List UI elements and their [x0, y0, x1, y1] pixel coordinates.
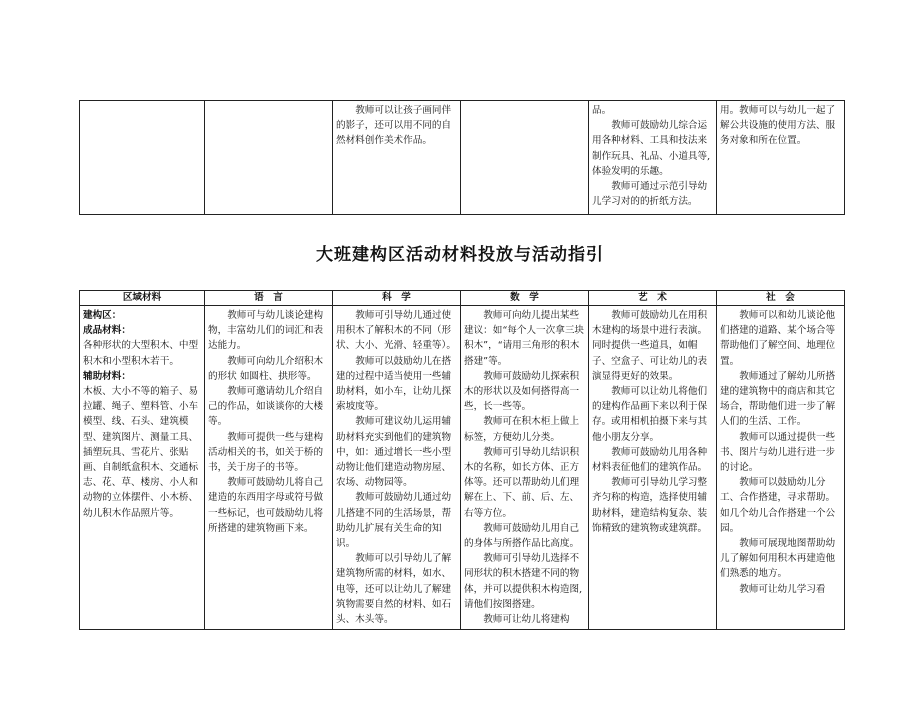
paragraph: 教师可以通过提供一些书、图片与幼儿进行进一步的讨论。	[720, 431, 836, 474]
paragraph: 教师可展现地图帮助幼儿了解如何用积木再建造他们熟悉的地方。	[720, 538, 836, 580]
main-materials-text: 各种形状的大型积木、中型积木和小型积木若干。	[83, 340, 199, 367]
main-materials-label: 成品材料：	[83, 325, 131, 337]
content-row	[80, 306, 845, 630]
cell-art	[589, 101, 717, 215]
paragraph: 教师可引导幼儿选择不同形状的积木搭建不同的物体，并可以提供积木构造图,请他们按图搭建。	[464, 553, 583, 610]
paragraph: 教师可通过示范引导幼儿学习对的的折纸方法。	[592, 181, 708, 208]
header-materials: 区域材料	[80, 291, 205, 306]
paragraph: 教师可以和幼儿谈论他们搭建的道路、某个场合等帮助他们了解空间、地理位置。	[720, 310, 836, 367]
header-row	[80, 291, 845, 306]
aux-materials-label: 辅助材料：	[83, 370, 131, 382]
paragraph: 教师可提供一些与建构活动相关的书，如关于桥的书，关于房子的书等。	[208, 431, 324, 474]
paragraph: 教师通过了解幼儿所搭建的建筑物中的商店和其它场合，帮助他们进一步了解人们的生活、工作。	[720, 370, 836, 428]
paragraph: 教师可以鼓励幼儿在搭建的过程中适当使用一些辅助材料，如小车，让幼儿探索坡度等。	[336, 355, 452, 413]
paragraph: 教师可让幼儿将建构	[483, 614, 570, 626]
page-title: 大班建构区活动材料投放与活动指引	[316, 245, 604, 265]
header-language: 语 言	[205, 291, 333, 306]
continued-table	[79, 100, 845, 215]
paragraph: 教师可向幼儿提出某些建议：如“每个人一次拿三块积木”，“请用三角形的积木搭建”等。	[464, 310, 585, 367]
paragraph: 教师可邀请幼儿介绍自己的作品，如谈谈你的大楼等。	[208, 386, 324, 428]
paragraph: 教师可与幼儿谈论建构物，丰富幼儿们的词汇和表达能力。	[208, 310, 324, 352]
paragraph: 教师可以让幼儿将他们的建构作品画下来以利于保存。或用相机拍摄下来与其他小朋友分享。	[592, 386, 708, 443]
zone-label: 建构区：	[83, 310, 122, 321]
cell-social	[717, 306, 845, 630]
cell-science	[333, 306, 461, 630]
paragraph: 教师可鼓励幼儿通过幼儿搭建不同的生活场景，帮助幼儿扩展有关生命的知识。	[336, 492, 452, 550]
cell-language	[205, 101, 333, 215]
paragraph: 教师可鼓励幼儿将自己建造的东西用字母或符号做一些标记，也可鼓励幼儿将所搭建的建筑物画下来。	[208, 477, 324, 534]
activity-guide-table	[79, 290, 845, 630]
paragraph: 教师可鼓励幼儿综合运用各种材料、工具和技法来制作玩具、礼品、小道具等,体验发明的乐趣。	[592, 120, 711, 177]
aux-materials-text: 木板、大小不等的箱子、易拉罐、绳子、塑料管、小车模型、线、石头、建筑模型、建筑图片、测量工具、插塑玩具、雪花片、张贴画、自制纸盒积木、交通标志、花、草、楼房、小人和动物的立体摆件、小木桥、幼儿积木作品照片等。	[83, 386, 199, 519]
paragraph: 教师可引导幼儿结识积木的名称，如长方体、正方体等。还可以帮助幼儿们理解在上、下、前、后、左、右等方位。	[464, 446, 580, 519]
cell-materials	[80, 101, 205, 215]
paragraph: 教师可建议幼儿运用辅助材料充实到他们的建筑物中，如：通过增长一些小型动物让他们建造动物房屋、农场、动物园等。	[336, 416, 452, 489]
paragraph: 教师可向幼儿介绍积木的形状 如圆柱、拱形等。	[208, 355, 324, 382]
cell-art	[589, 306, 717, 630]
paragraph: 教师可以让孩子画同伴的影子，还可以用不同的自然材料创作美术作品。	[336, 105, 452, 147]
paragraph: 品。	[592, 105, 612, 116]
paragraph: 用。教师可以与幼儿一起了解公共设施的使用方法、服务对象和所在位置。	[720, 105, 836, 147]
cell-math	[461, 306, 589, 630]
cell-social	[717, 101, 845, 215]
header-science: 科 学	[333, 291, 461, 306]
paragraph: 教师可以引导幼儿了解建筑物所需的材料，如水、电等，还可以让幼儿了解建筑物需要自然的材料、如石头、木头等。	[336, 553, 452, 626]
cell-math	[461, 101, 589, 215]
header-art: 艺 术	[589, 291, 717, 306]
header-math: 数 学	[461, 291, 589, 306]
paragraph: 教师可鼓励幼儿用自己的身体与所搭作品比高度。	[464, 522, 580, 550]
cell-science	[333, 101, 461, 215]
paragraph: 教师可引导幼儿学习整齐匀称的构造，选择使用辅助材料，建造结构复杂、装饰精致的建筑物或建筑群。	[592, 477, 708, 534]
paragraph: 教师可让幼儿学习看	[739, 583, 826, 595]
cell-materials	[80, 306, 205, 630]
paragraph: 教师可鼓励幼儿在用积木建构的场景中进行表演。同时提供一些道具，如帽子、空盒子、可让幼儿的表演显得更好的效果。	[592, 310, 708, 382]
paragraph: 教师可鼓励幼儿探索积木的形状以及如何搭得高一些，长一些等。	[464, 370, 580, 413]
paragraph: 教师可以鼓励幼儿分工、合作搭建，寻求帮助。如几个幼儿合作搭建一个公园。	[720, 477, 836, 534]
header-social: 社 会	[717, 291, 845, 306]
paragraph: 教师可引导幼儿通过使用积木了解积木的不同（形状、大小、光滑、轻重等）。	[336, 310, 456, 352]
paragraph: 教师可在积木柜上做上标签，方便幼儿分类。	[464, 416, 580, 443]
cell-language	[205, 306, 333, 630]
paragraph: 教师可鼓励幼儿用各种材料表征他们的建筑作品。	[592, 446, 708, 474]
